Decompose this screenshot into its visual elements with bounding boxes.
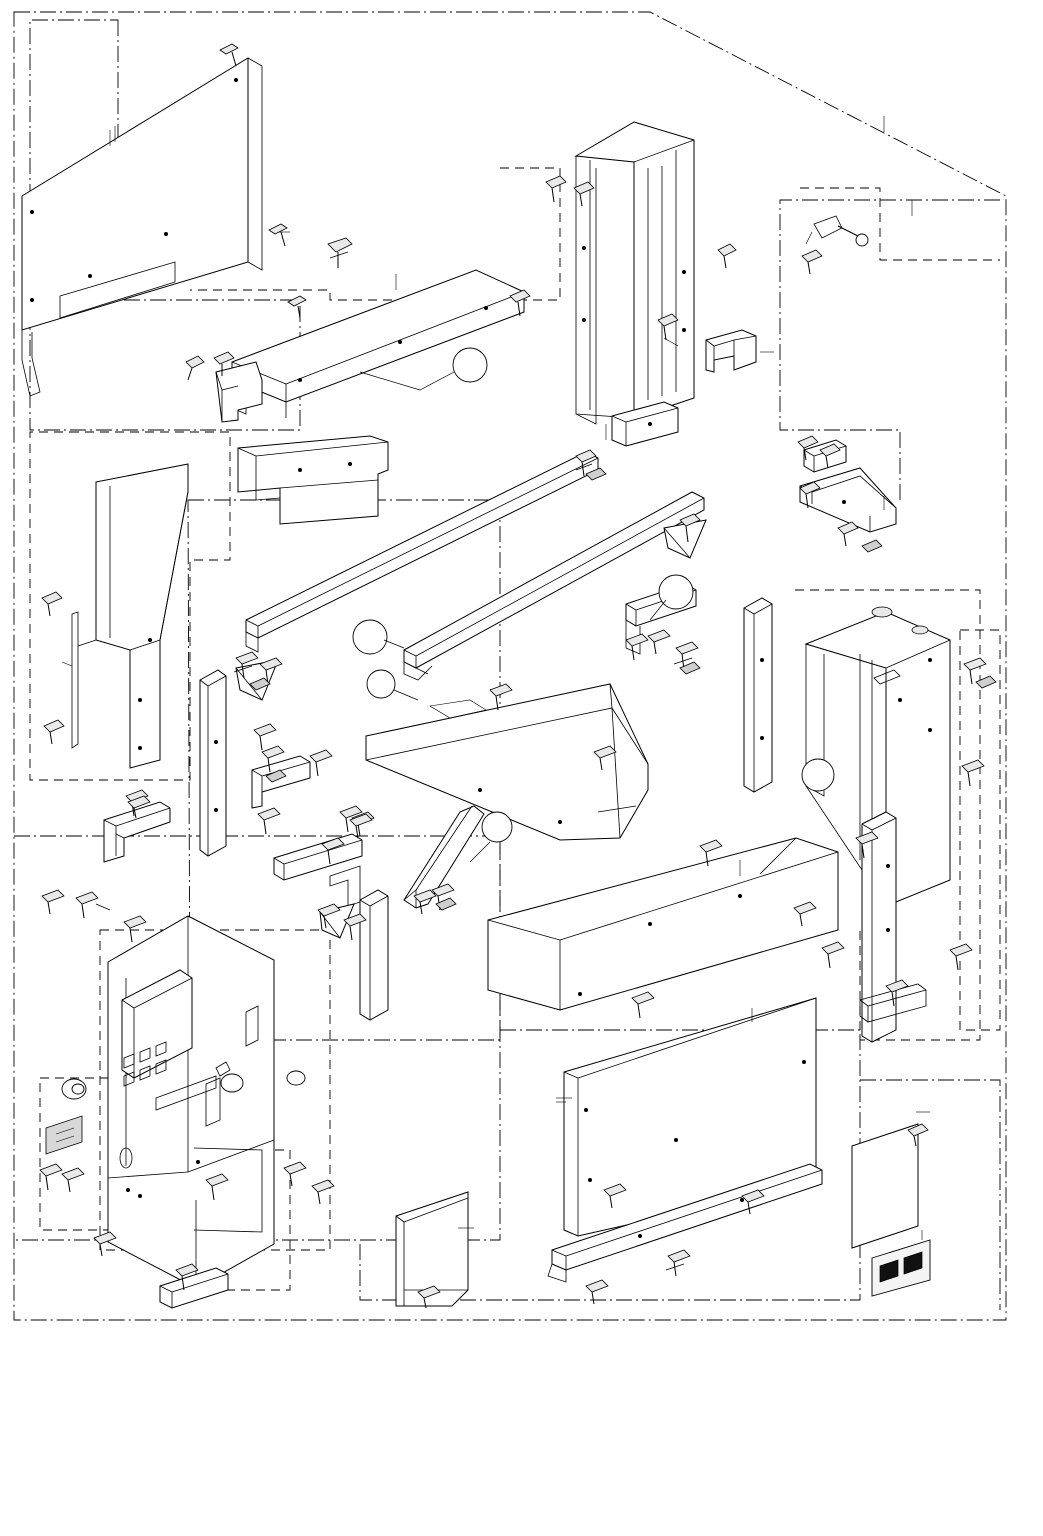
- part-connector-block: [872, 1230, 930, 1296]
- part-right-hardware-bracket: [800, 468, 896, 532]
- fastener-bolt: [284, 1162, 306, 1186]
- fastener-bolt: [838, 522, 858, 546]
- part-upper-left-channel-bracket: [238, 436, 388, 524]
- fastener-bolt: [269, 224, 287, 246]
- fastener-bolt: [328, 238, 352, 268]
- part-right-side-rod: [806, 216, 868, 246]
- fastener-nut: [976, 676, 996, 688]
- fastener-bolt: [822, 942, 844, 968]
- part-upper-right-vertical-frame: [576, 122, 694, 424]
- fastener-bolt: [666, 1250, 690, 1276]
- part-upper-left-side-panel: [22, 58, 290, 396]
- fastener-bolt: [186, 356, 204, 380]
- part-mid-center-mounting-bracket: [252, 756, 310, 808]
- fastener-bolt: [254, 724, 276, 750]
- part-mid-left-shroud-panel: [62, 464, 188, 768]
- fastener-bolt: [626, 634, 648, 660]
- fastener-bolt: [648, 630, 670, 654]
- fastener-bolt: [42, 592, 62, 616]
- part-center-short-post: [360, 890, 388, 1020]
- part-lower-right-side-panel: [556, 998, 816, 1236]
- fastener-bolt: [44, 720, 64, 744]
- part-control-console-housing: [46, 916, 305, 1288]
- fastener-bolt: [76, 892, 110, 918]
- fastener-bolt: [220, 44, 238, 66]
- fastener-bolt: [802, 250, 822, 274]
- part-mid-left-mounting-bracket: [104, 802, 170, 862]
- fastener-bolt: [718, 244, 736, 268]
- fastener-bolt: [258, 808, 280, 834]
- fastener-bolt: [310, 750, 332, 776]
- fastener-bolt: [950, 944, 972, 970]
- fastener-nut: [862, 540, 882, 552]
- fastener-bolt: [42, 890, 64, 914]
- fastener-bolt: [312, 1180, 334, 1204]
- part-upper-right-small-plate: [612, 402, 678, 446]
- fastener-bolt: [632, 992, 654, 1018]
- fastener-bolt: [962, 760, 984, 786]
- part-right-vertical-post: [744, 598, 772, 792]
- part-mid-center-long-bracket: [274, 834, 362, 906]
- part-upper-left-angle-bracket: [216, 362, 262, 422]
- fastener-bolt: [124, 916, 146, 942]
- part-lower-center-large-panel: [488, 838, 838, 1010]
- fastener-bolt: [288, 296, 306, 318]
- fastener-bolt: [546, 176, 566, 202]
- part-upper-center-long-cover: [232, 270, 524, 418]
- part-upper-right-angle-bracket: [706, 330, 756, 372]
- fastener-bolt: [40, 1164, 62, 1190]
- part-left-vertical-post: [200, 670, 226, 856]
- part-lower-right-access-plate: [852, 1124, 918, 1248]
- fastener-bolt: [574, 182, 594, 206]
- fastener-bolt: [62, 1168, 84, 1192]
